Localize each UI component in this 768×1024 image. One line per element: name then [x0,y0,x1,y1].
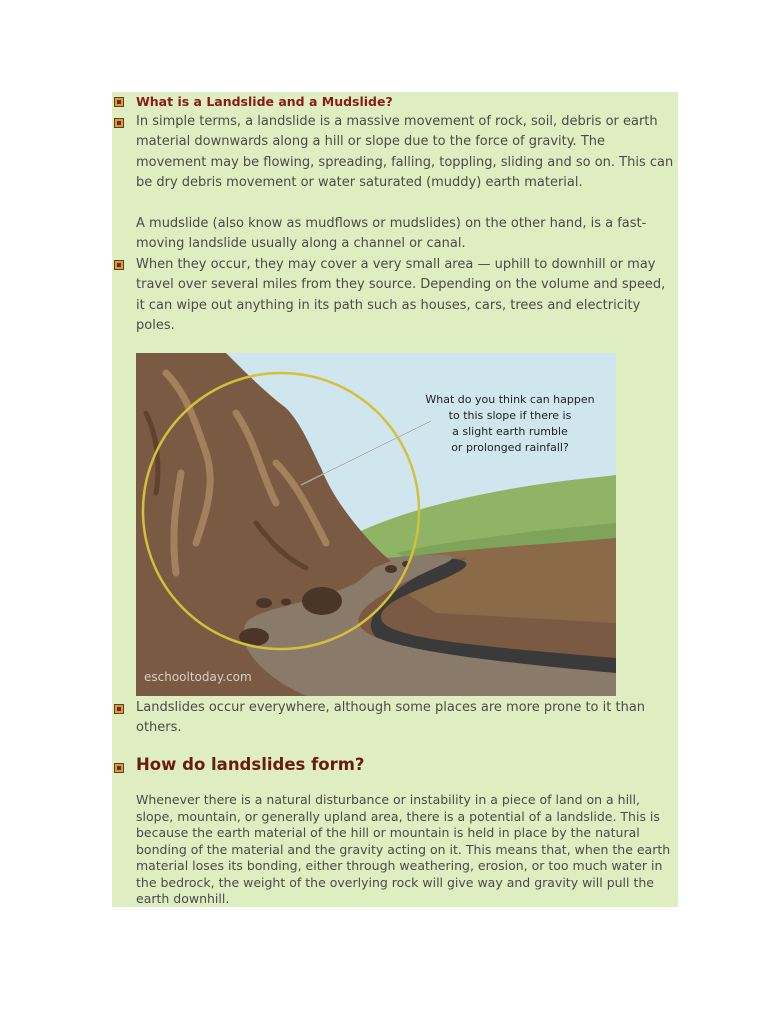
bullet-icon [114,763,124,773]
caption-line: to this slope if there is [448,409,572,422]
rock [385,565,397,573]
content-panel [112,92,678,907]
bullet-icon [114,260,124,270]
landslide-illustration-svg [136,353,616,696]
bullet-icon [114,118,124,128]
rock [256,598,272,608]
section-title: What is a Landslide and a Mudslide? [136,94,393,109]
bullet-icon [114,97,124,107]
landslide-illustration [136,353,616,696]
boulder [302,587,342,615]
section-heading: How do landslides form? [136,755,365,774]
landslide-definition: In simple terms, a landslide is a massive movement of rock, soil, debris or earth material downwards along a hill or slope due to the force of gravity. The movement may be flowing, spreading, falling, toppling, sliding and so on. This can be dry debris movement or water saturated (muddy) earth material. [136,114,674,191]
formation-paragraph: Whenever there is a natural disturbance or instability in a piece of land on a hill, slope, mountain, or generally upland area, there is a potential of a landslide. This is because the earth material of the hill or mountain is held in place by the natural bonding of the material and the gravity acting on it. This means that, when the earth material loses its bonding, either through weathering, erosion, or too much water in the bedrock, the weight of the overlying rock will give way and gravity will pull the earth downhill. [136,792,671,906]
rock [281,599,291,606]
caption-line: What do you think can happen [425,393,595,406]
caption-line: or prolonged rainfall? [451,441,569,454]
prone-places-text: Landslides occur everywhere, although some places are more prone to it than others. [136,700,646,736]
caption-line: a slight earth rumble [452,425,568,438]
bullet-icon [114,704,124,714]
watermark: eschooltoday.com [144,670,252,684]
mudslide-definition: A mudslide (also know as mudflows or mudslides) on the other hand, is a fast-moving landslide usually along a channel or canal. [136,216,647,252]
landslide-extent: When they occur, they may cover a very small area — uphill to downhill or may travel over several miles from they source. Depending on the volume and speed, it can wipe out anything in its path such as houses, cars, trees and electricity poles. [136,257,666,334]
